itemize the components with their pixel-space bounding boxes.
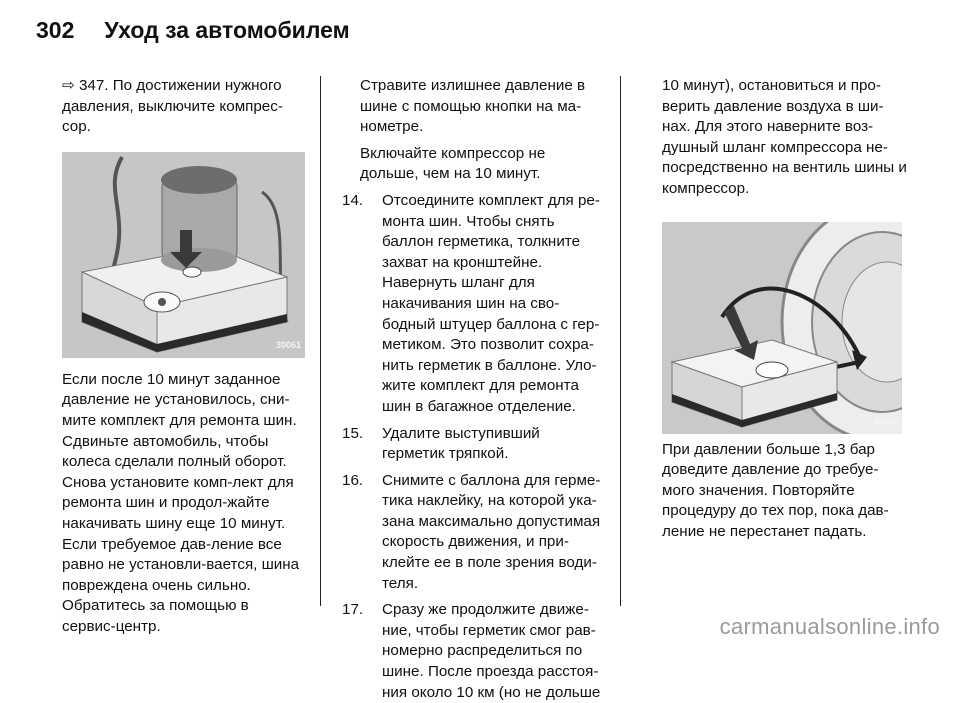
figure-number: 30061: [275, 340, 301, 351]
tire-figure: [662, 222, 902, 434]
paragraph: 10 минут), остановиться и про-верить давление воздуха в ши-нах. Для этого наверните воз-душный шланг компрессора не-посредственно на вентиль шины и компрессор.: [662, 77, 907, 197]
list-text: Отсоедините комплект для ре-монта шин. Чтобы снять баллон герметика, толкните захват на кронштейне. Навернуть шланг для накачивания шин на сво-бодный штуцер баллона с гер-метиком. Это позволит сохра-нить герметик в баллоне. Уло-жите комплект для ремонта шин в багажное отделение.: [382, 191, 600, 415]
list-number: 15.: [342, 424, 364, 442]
list-item-15: [342, 424, 604, 465]
paragraph: Включайте компрессор не дольше, чем на 10 минут.: [360, 144, 546, 183]
list-item-17: [342, 600, 604, 703]
list-item-16: [342, 471, 604, 595]
tire-compressor-illustration: [662, 222, 902, 434]
page-number: 302: [36, 16, 75, 43]
list-text: Снимите с баллона для герме-тика наклейку, на которой ука-зана максимально допустимая скорость движения, и при-клейте ее в поле зрения води-теля.: [382, 471, 601, 592]
column-3: [662, 76, 910, 543]
page-title: Уход за автомобилем: [104, 16, 350, 43]
figure-number: 30062: [872, 415, 898, 426]
watermark: carmanualsonline.info: [719, 614, 940, 639]
intro-text: ⇨ 347. По достижении нужного давления, выключите компрес-сор.: [62, 77, 283, 136]
list-number: 16.: [342, 471, 364, 489]
compressor-illustration: [62, 152, 305, 358]
list-number: 17.: [342, 601, 364, 619]
list-text: Сразу же продолжите движе-ние, чтобы герметик смог рав-номерно распределиться по шине. После проезда расстоя-ния около 10 км (но не дольше: [382, 601, 601, 701]
column-divider-1: [320, 76, 321, 606]
column-divider-2: [620, 76, 621, 606]
compressor-figure: [62, 152, 305, 358]
column-1: [62, 76, 305, 638]
list-text: Удалите выступивший герметик тряпкой.: [382, 424, 540, 463]
paragraph: При давлении больше 1,3 бар доведите давление до требуе-мого значения. Повторяйте процедуру до тех пор, пока дав-ление не перестанет падать.: [662, 440, 889, 540]
paragraph: Стравите излишнее давление в шине с помощью кнопки на ма-нометре.: [360, 77, 586, 136]
page-header: [36, 10, 350, 50]
list-number: 14.: [342, 191, 364, 209]
list-item-14: [342, 191, 604, 418]
body-text: Если после 10 минут заданное давление не установилось, сни-мите комплект для ремонта шин. Сдвиньте автомобиль, чтобы колеса сделали полный оборот. Снова установите комп-лект для ремонта шин и продол-жайте накачивать шину еще 10 минут. Если требуемое дав-ление все равно не установли-вается, шина повреждена очень сильно. Обратитесь за помощью в сервис-центр.: [62, 370, 300, 635]
column-2: [342, 76, 604, 703]
